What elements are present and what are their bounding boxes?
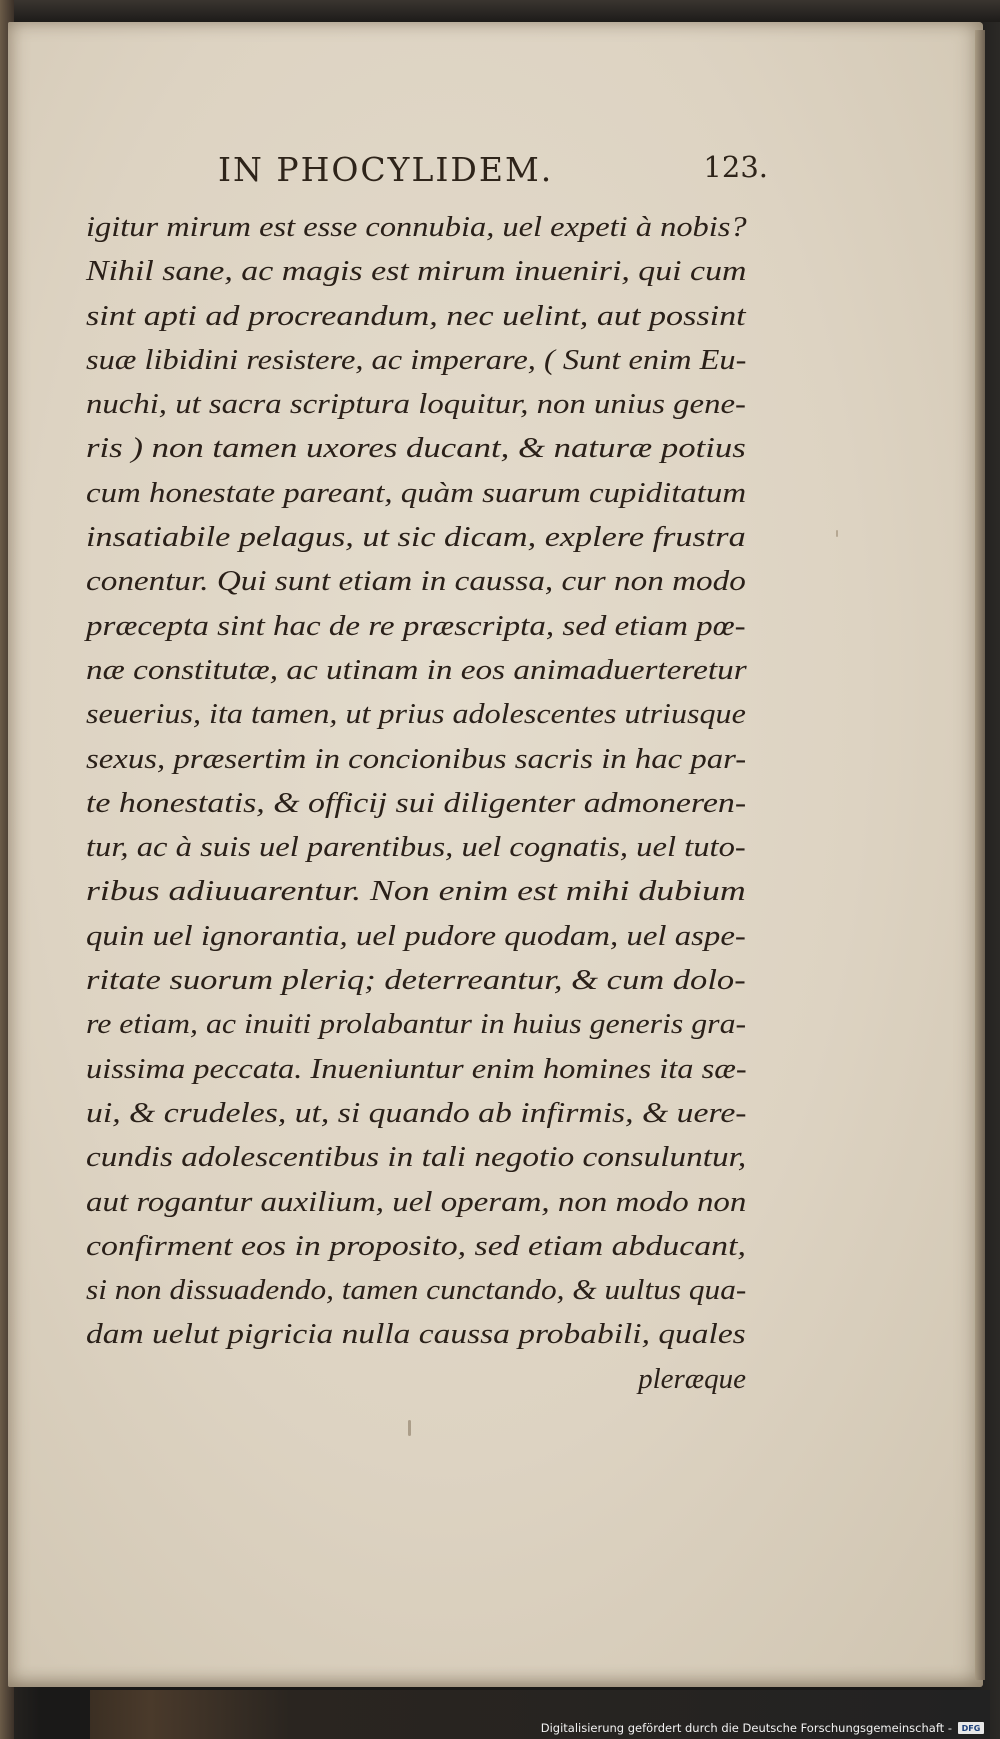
- text-line: conentur. Qui sunt etiam in caussa, cur non modo: [86, 565, 746, 598]
- scan-top-strip: [0, 0, 1000, 22]
- text-line: re etiam, ac inuiti prolabantur in huius generis gra-: [86, 1008, 747, 1041]
- text-line: næ constitutæ, ac utinam in eos animaduerteretur: [86, 653, 747, 686]
- text-line: cundis adolescentibus in tali negotio consuluntur,: [86, 1141, 747, 1174]
- scan-bottom-strip: [90, 1690, 990, 1739]
- text-line: ris ) non tamen uxores ducant, & naturæ potius: [86, 432, 746, 465]
- digitization-credit: [541, 1720, 984, 1736]
- text-line: dam uelut pigricia nulla caussa probabili, quales: [86, 1318, 746, 1351]
- paper-speck: [408, 1420, 411, 1436]
- text-line: tur, ac à suis uel parentibus, uel cognatis, uel tuto-: [86, 831, 746, 864]
- text-line: te honestatis, & officij sui diligenter admoneren-: [86, 786, 747, 819]
- text-line: sint apti ad procreandum, nec uelint, aut possint: [86, 299, 746, 332]
- text-line: suæ libidini resistere, ac imperare, ( Sunt enim Eu-: [86, 343, 747, 376]
- page-number: 123.: [703, 150, 768, 184]
- body-text: [86, 205, 746, 1401]
- text-line: ui, & crudeles, ut, si quando ab infirmis, & uere-: [86, 1096, 747, 1129]
- text-line: Nihil sane, ac magis est mirum inueniri, qui cum: [86, 255, 747, 288]
- text-line: seuerius, ita tamen, ut prius adolescentes utriusque: [86, 698, 746, 731]
- text-line: quin uel ignorantia, uel pudore quodam, uel aspe-: [86, 919, 746, 952]
- text-line: cum honestate pareant, quàm suarum cupiditatum: [86, 476, 747, 509]
- text-line: ritate suorum pleriq; deterreantur, & cum dolo-: [86, 964, 746, 997]
- running-head: IN PHOCYLIDEM.: [218, 150, 554, 189]
- text-line: si non dissuadendo, tamen cunctando, & uultus qua-: [86, 1274, 747, 1307]
- page-edge: [975, 30, 985, 1680]
- catchword: pleræque: [638, 1362, 746, 1395]
- text-line: uissima peccata. Inueniuntur enim homines ita sæ-: [86, 1052, 747, 1085]
- text-line: igitur mirum est esse connubia, uel expeti à nobis?: [86, 211, 747, 243]
- text-line: aut rogantur auxilium, uel operam, non modo non: [86, 1185, 747, 1218]
- paper-speck: [836, 530, 838, 537]
- text-line: nuchi, ut sacra scriptura loquitur, non unius gene-: [86, 388, 746, 421]
- text-line: sexus, præsertim in concionibus sacris in hac par-: [86, 742, 747, 775]
- text-line: confirment eos in proposito, sed etiam abducant,: [86, 1229, 746, 1262]
- text-line: insatiabile pelagus, ut sic dicam, explere frustra: [86, 521, 746, 554]
- credit-text: Digitalisierung gefördert durch die Deutsche Forschungsgemeinschaft -: [540, 1721, 952, 1735]
- page-header: [218, 150, 768, 194]
- text-line: ribus adiuuarentur. Non enim est mihi dubium: [86, 875, 746, 908]
- dfg-logo-icon: DFG: [958, 1722, 984, 1734]
- text-line: præcepta sint hac de re præscripta, sed etiam pœ-: [86, 609, 746, 642]
